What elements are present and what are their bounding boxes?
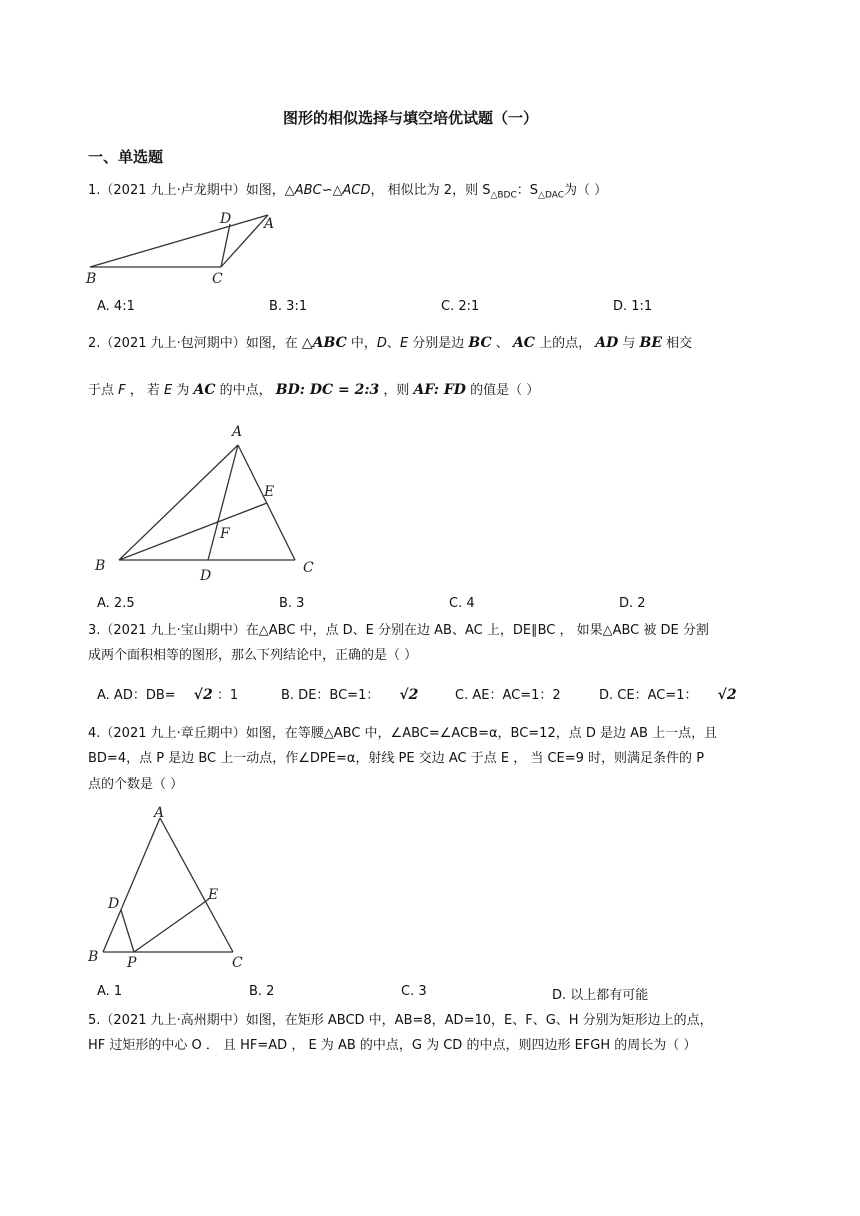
q1-prefix: 1.（2021 九上·卢龙期中）如图，	[88, 183, 285, 198]
q2-l2-6: 的中点，	[215, 383, 276, 398]
q3-d-root: √2	[717, 687, 737, 703]
q3-option-c[interactable]	[455, 684, 561, 703]
q2-l1-8: 、	[491, 336, 513, 351]
q2-l2-2: ， 若	[125, 383, 165, 398]
q2-label-b: B	[95, 558, 106, 574]
page-title: 图形的相似选择与填空培优试题（一）	[283, 109, 539, 127]
question-2-line-1	[88, 333, 692, 354]
q2-figure	[90, 420, 330, 590]
q1-figure	[84, 208, 304, 288]
q2-option-c[interactable]: C. 4	[449, 596, 475, 611]
q1-option-d[interactable]: D. 1:1	[613, 299, 653, 314]
q2-l2-0: 于点	[88, 383, 119, 398]
q1-label-a: A	[264, 216, 275, 232]
q4-label-d: D	[108, 896, 120, 912]
q2-l2-1: F	[118, 383, 126, 398]
question-4-line-1: 4.（2021 九上·章丘期中）如图，在等腰△ABC 中，∠ABC=∠ACB=α，BC=12，点 D 是边 AB 上一点，且	[88, 726, 718, 741]
q1-label-c: C	[212, 271, 223, 287]
question-5-line-1: 5.（2021 九上·高州期中）如图，在矩形 ABCD 中，AB=8，AD=10，E、F、G、H 分别为矩形边上的点，	[88, 1013, 713, 1028]
q1-label-b: B	[86, 271, 97, 287]
q1-relation: △ABC∽△ACD	[284, 183, 371, 198]
q1-colon: ：S	[516, 183, 539, 198]
q4-figure	[84, 804, 254, 974]
question-1-stem	[88, 181, 607, 206]
q1-sub2: △DAC	[538, 190, 565, 201]
q1-option-b[interactable]: B. 3:1	[269, 299, 308, 314]
q2-l1-1: △ABC	[301, 335, 347, 351]
q2-l1-0: 2.（2021 九上·包河期中）如图，在	[88, 336, 302, 351]
q2-label-f: F	[220, 526, 230, 542]
q3-d-pre: D. CE：AC=1：	[599, 688, 698, 703]
q2-option-a[interactable]: A. 2.5	[97, 596, 135, 611]
q2-l1-9: AC	[512, 335, 535, 351]
question-2-line-2	[88, 380, 539, 401]
q2-l1-13: BE	[639, 335, 663, 351]
q3-c-pre: C. AE：AC=1：2	[455, 688, 561, 703]
q4-label-e: E	[208, 887, 219, 903]
q3-a-root: √2	[193, 687, 213, 703]
q1-suffix: 为（ ）	[564, 183, 608, 198]
q2-l1-5: E	[399, 336, 409, 351]
q4-option-d[interactable]: D. 以上都有可能	[552, 988, 649, 1003]
q4-label-c: C	[232, 955, 243, 971]
q2-option-b[interactable]: B. 3	[279, 596, 305, 611]
q2-l1-3: D	[376, 336, 387, 351]
q2-l2-9: AF: FD	[413, 382, 466, 398]
q4-option-b[interactable]: B. 2	[249, 984, 275, 999]
q2-l1-11: AD	[595, 335, 619, 351]
q2-l2-8: ，则	[379, 383, 414, 398]
question-4-line-2: BD=4，点 P 是边 BC 上一动点，作∠DPE=α，射线 PE 交边 AC 于点 E ， 当 CE=9 时，则满足条件的 P	[88, 751, 705, 766]
q2-label-a: A	[232, 424, 243, 440]
q1-sub1: △BDC	[490, 190, 517, 201]
q2-l1-14: 相交	[662, 336, 693, 351]
q3-b-root: √2	[399, 687, 419, 703]
question-3-line-1: 3.（2021 九上·宝山期中）在△ABC 中，点 D、E 分别在边 AB、AC 上，DE∥BC ， 如果△ABC 被 DE 分割	[88, 623, 709, 638]
q2-l2-4: 为	[172, 383, 194, 398]
q1-option-a[interactable]: A. 4:1	[97, 299, 135, 314]
q2-l1-4: 、	[386, 336, 400, 351]
q1-mid: ， 相似比为 2，则 S	[370, 183, 491, 198]
q2-l1-12: 与	[618, 336, 640, 351]
q2-l1-6: 分别是边	[408, 336, 469, 351]
q2-l2-7: BD: DC = 2:3	[275, 382, 380, 398]
q3-a-pre: A. AD：DB=	[97, 688, 176, 703]
q2-label-e: E	[264, 484, 275, 500]
q2-l1-10: 上的点，	[534, 336, 596, 351]
q3-option-a[interactable]	[97, 684, 238, 703]
q3-option-d[interactable]	[599, 684, 737, 703]
q4-option-a[interactable]: A. 1	[97, 984, 123, 999]
q4-label-b: B	[88, 949, 99, 965]
q2-l2-5: AC	[193, 382, 216, 398]
q2-label-d: D	[200, 568, 212, 584]
section-heading: 一、单选题	[88, 148, 164, 166]
q1-option-c[interactable]: C. 2:1	[441, 299, 480, 314]
q3-option-b[interactable]	[281, 684, 418, 703]
q2-l2-3: E	[164, 383, 173, 398]
q3-a-post: ：1	[216, 688, 239, 703]
q2-option-d[interactable]: D. 2	[619, 596, 646, 611]
q2-l1-2: 中，	[346, 336, 377, 351]
q1-label-d: D	[220, 211, 232, 227]
q2-l2-10: 的值是（ ）	[465, 383, 540, 398]
q4-option-c[interactable]: C. 3	[401, 984, 427, 999]
q4-label-a: A	[154, 805, 165, 821]
q2-l1-7: BC	[468, 335, 492, 351]
question-3-line-2: 成两个面积相等的图形，那么下列结论中，正确的是（ ）	[88, 648, 418, 663]
q2-label-c: C	[303, 560, 314, 576]
question-4-line-3: 点的个数是（ ）	[88, 777, 184, 792]
q3-b-pre: B. DE：BC=1：	[281, 688, 380, 703]
question-5-line-2: HF 过矩形的中心 O ． 且 HF=AD ， E 为 AB 的中点，G 为 CD 的中点，则四边形 EFGH 的周长为（ ）	[88, 1038, 697, 1053]
q4-label-p: P	[127, 955, 137, 971]
